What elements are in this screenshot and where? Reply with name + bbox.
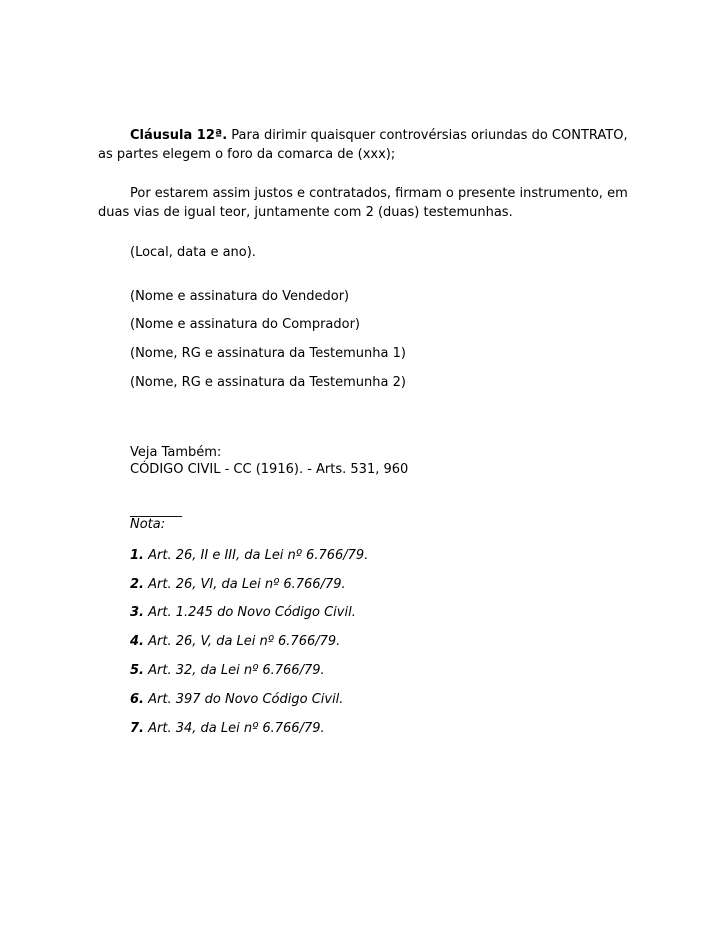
clause-12-paragraph bbox=[98, 126, 638, 164]
note-number: 2. bbox=[130, 577, 144, 592]
note-number: 3. bbox=[130, 605, 144, 620]
note-text: Art. 26, II e III, da Lei nº 6.766/79. bbox=[143, 548, 369, 563]
note-item bbox=[130, 547, 368, 564]
signature-witness-2: (Nome, RG e assinatura da Testemunha 2) bbox=[130, 375, 406, 390]
note-item bbox=[130, 633, 340, 650]
notes-divider: ________ bbox=[130, 503, 182, 518]
note-item bbox=[130, 576, 346, 593]
note-number: 1. bbox=[130, 548, 144, 563]
notes-title: Nota: bbox=[130, 517, 166, 532]
note-text: Art. 26, V, da Lei nº 6.766/79. bbox=[143, 634, 341, 649]
note-number: 6. bbox=[130, 692, 144, 707]
note-text: Art. 1.245 do Novo Código Civil. bbox=[143, 605, 356, 620]
note-item bbox=[130, 691, 343, 708]
note-text: Art. 397 do Novo Código Civil. bbox=[143, 692, 344, 707]
clause-label: Cláusula 12ª. bbox=[130, 128, 228, 143]
note-text: Art. 34, da Lei nº 6.766/79. bbox=[143, 721, 325, 736]
note-number: 7. bbox=[130, 721, 144, 736]
place-date-line: (Local, data e ano). bbox=[130, 245, 256, 260]
note-text: Art. 26, VI, da Lei nº 6.766/79. bbox=[143, 577, 346, 592]
see-also-reference: CÓDIGO CIVIL - CC (1916). - Arts. 531, 960 bbox=[130, 462, 409, 477]
note-item bbox=[130, 662, 325, 679]
signature-buyer: (Nome e assinatura do Comprador) bbox=[130, 317, 361, 332]
signature-seller: (Nome e assinatura do Vendedor) bbox=[130, 289, 350, 304]
note-text: Art. 32, da Lei nº 6.766/79. bbox=[143, 663, 325, 678]
note-number: 4. bbox=[130, 634, 144, 649]
note-number: 5. bbox=[130, 663, 144, 678]
note-item bbox=[130, 604, 356, 621]
closing-paragraph: Por estarem assim justos e contratados, firmam o presente instrumento, em duas vias de igual teor, juntamente com 2 (duas) testemunhas. bbox=[98, 186, 628, 220]
clause-text: Para dirimir quaisquer controvérsias oriundas do CONTRATO, as partes elegem o foro da comarca de (xxx); bbox=[98, 128, 628, 162]
see-also-label: Veja Também: bbox=[130, 445, 222, 460]
signature-witness-1: (Nome, RG e assinatura da Testemunha 1) bbox=[130, 346, 406, 361]
note-item bbox=[130, 720, 325, 737]
